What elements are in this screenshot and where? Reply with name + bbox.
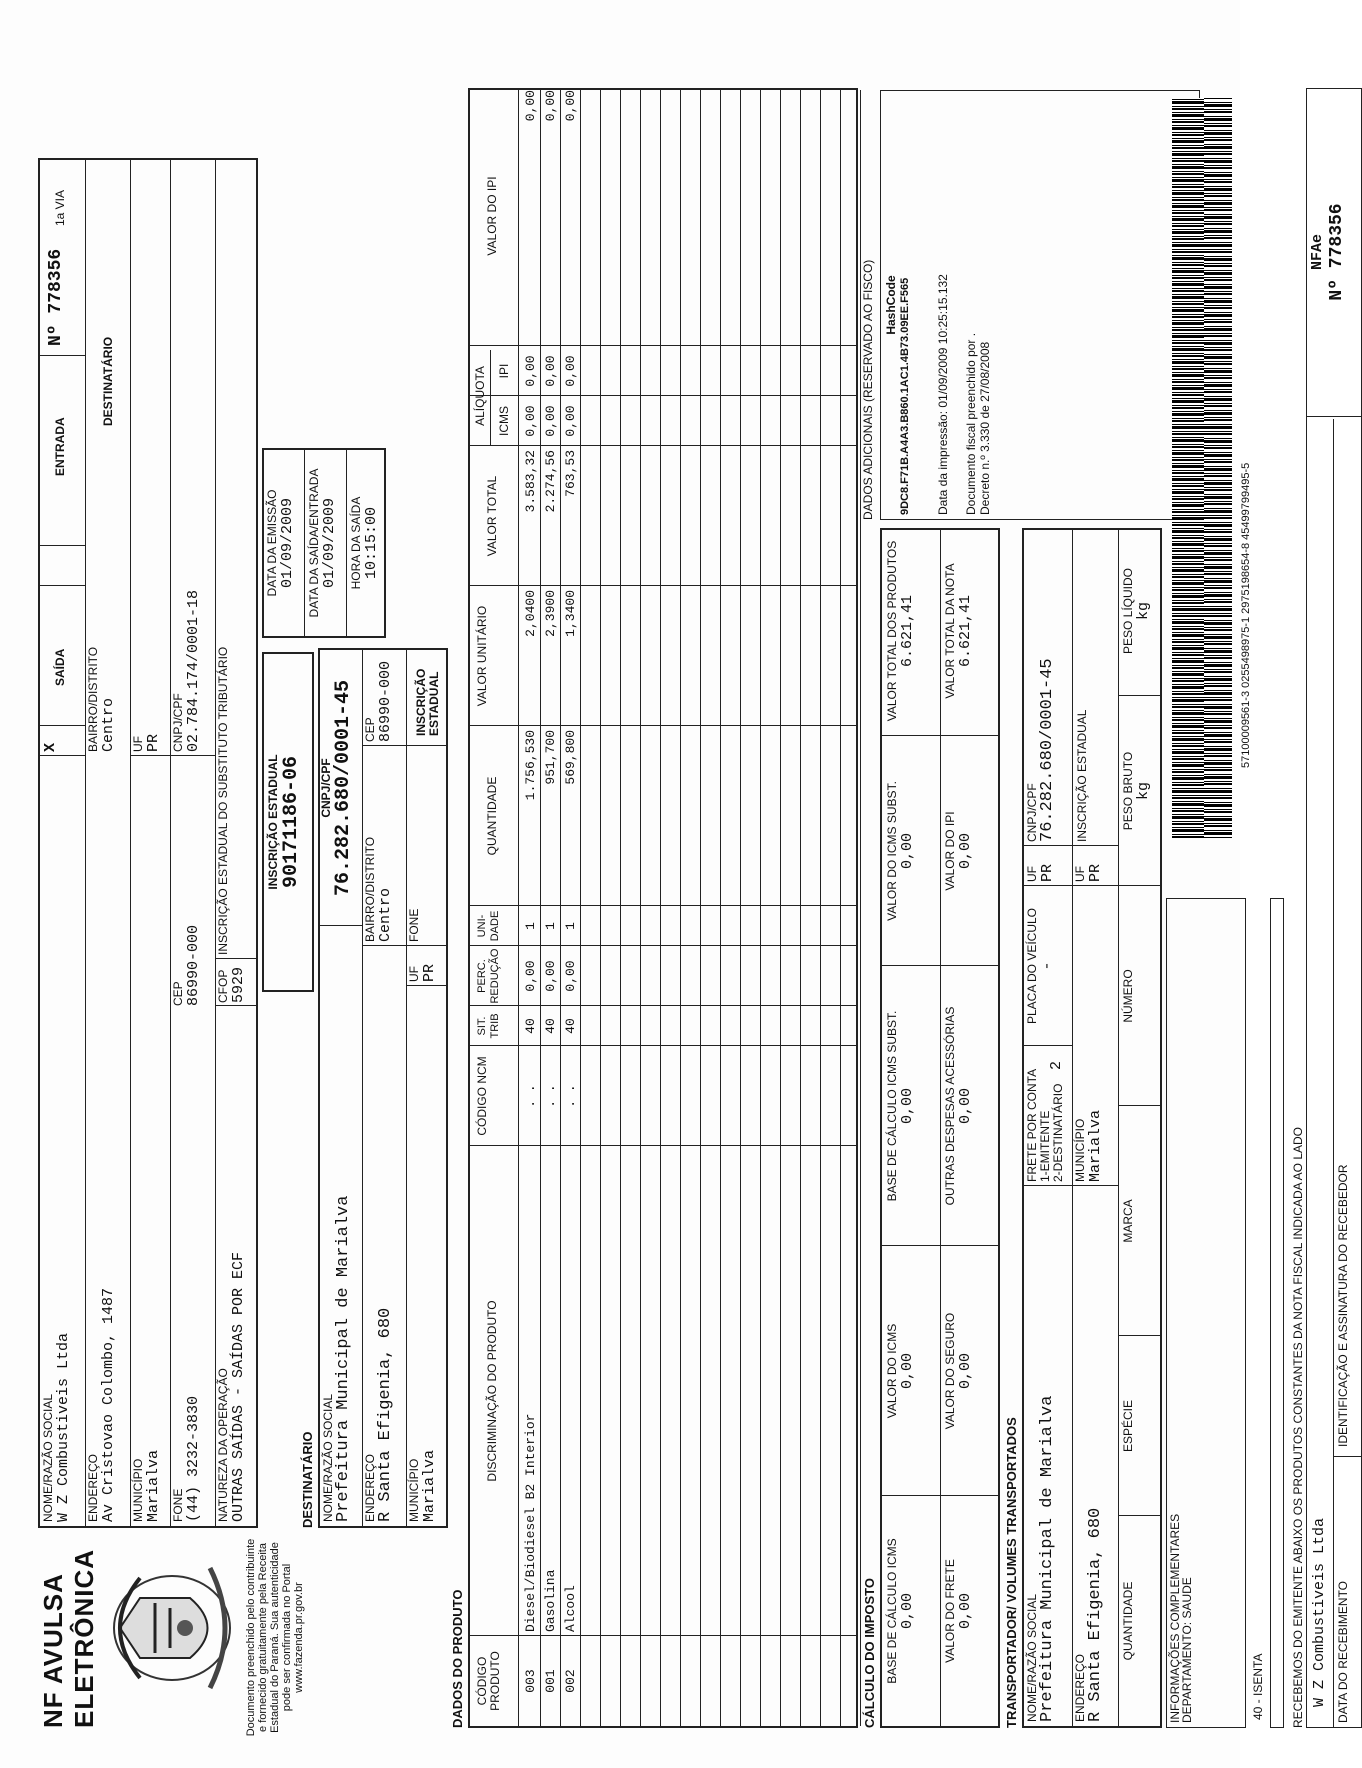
product-cell-perc: 0,00 xyxy=(563,960,578,992)
col-ipi: IPI xyxy=(497,363,511,379)
recipient-section-title: DESTINATÁRIO xyxy=(300,1431,315,1528)
base-icms: 0,00 xyxy=(899,1593,916,1630)
col-perc: PERC. REDUÇÃO xyxy=(476,948,501,1004)
product-cell-unit: 1 xyxy=(543,922,558,930)
document-title: NF AVULSA ELETRÔNICA xyxy=(38,1549,99,1728)
emitter-cep-label: CEP xyxy=(171,981,185,1006)
isenta-box xyxy=(1270,898,1284,1728)
product-row-empty xyxy=(820,90,841,1726)
emitter-district-label: BAIRRO/DISTRITO xyxy=(86,646,100,752)
product-row-empty xyxy=(800,90,821,1726)
product-row-empty xyxy=(780,90,801,1726)
emission-date: 01/09/2009 xyxy=(279,498,296,589)
transport-cnpj: 76.282.680/0001-45 xyxy=(1038,658,1057,842)
barcode-number: 57100009561-3 0255498975-1 2975198654-8 4549979949​5-5 xyxy=(1240,462,1252,768)
product-row xyxy=(520,90,541,1726)
additional-section-title: DADOS ADICIONAIS (RESERVADO AO FISCO) xyxy=(861,259,875,520)
product-cell-unit: 1 xyxy=(523,922,538,930)
icms-value: 0,00 xyxy=(899,1353,916,1390)
emitter-city: Marialva xyxy=(145,1449,162,1522)
freight-value: 0,00 xyxy=(957,1593,974,1630)
cfop-value: 5929 xyxy=(230,966,247,1003)
fiscal-doc-note: Documento fiscal preenchido por . xyxy=(964,332,978,515)
emitter-name-label: NOME/RAZÃO SOCIAL xyxy=(41,1393,55,1522)
st-label: INSCRIÇÃO ESTADUAL DO SUBSTITUTO TRIBUTÁRIO xyxy=(216,646,230,955)
col-aliquota: ALÍQUOTA xyxy=(473,366,487,426)
emitter-name: W Z Combustiveis Ltda xyxy=(55,1332,72,1522)
product-cell-icms: 0,00 xyxy=(523,405,538,437)
hash-code: 9DC8.F71B.A4A3.B860.1AC1.4B73.09EE.F565 xyxy=(899,277,911,515)
portal-note: Documento preenchido pelo contribuinte e fornecido gratuitamente pela Receita Estadual do Paraná. Sua autenticidade pode ser confirmada no Portal www.fazenda.pr.gov.br xyxy=(245,1538,305,1737)
emitter-district: Centro xyxy=(100,697,117,752)
col-ncm: CÓDIGO NCM xyxy=(475,1056,489,1136)
recipient-cnpj-box: CNPJ/CPF 76.282.680/0001-45 xyxy=(320,648,355,928)
receipt-company: W Z Combustiveis Ltda xyxy=(1311,1517,1328,1707)
product-row-empty xyxy=(640,90,661,1726)
col-unit: UNI-DADE xyxy=(476,910,501,942)
col-total: VALOR TOTAL xyxy=(485,475,499,557)
transport-uf2: PR xyxy=(1087,863,1104,882)
col-unit-value: VALOR UNITÁRIO xyxy=(475,605,489,707)
product-cell-ncm: . . xyxy=(543,1084,558,1108)
product-cell-perc: 0,00 xyxy=(523,960,538,992)
col-desc: DISCRIMINAÇÃO DO PRODUTO xyxy=(485,1300,499,1482)
emitter-block xyxy=(38,158,258,1528)
product-cell-ipi-value: 0,00 xyxy=(563,90,578,122)
emitter-city-label: MUNICÍPIO xyxy=(131,1458,145,1522)
recipient-name: Prefeitura Municipal de Marialva xyxy=(334,1195,353,1522)
transport-city: Marialva xyxy=(1087,1109,1104,1182)
transport-block: NOME/RAZÃO SOCIAL Prefeitura Municipal de Marialva FRETE POR CONTA 1-EMITENTE 2-DESTINATÁRIO 2 PLACA DO VEÍCULO - UF PR CNPJ/CPF 76.282.680/0001-45 ENDEREÇO R Santa Efigenia, 680 MUNICÍPIO Marialva UF PR INSCRIÇÃO ESTADUAL QUANTIDADE ESPÉCIE MARCA NÚMERO PESO BRUTO kg PESO LÍQUIDO kg xyxy=(1022,528,1162,1728)
product-cell-ipi: 0,00 xyxy=(543,355,558,387)
product-row xyxy=(560,90,581,1726)
products-table xyxy=(468,88,858,1728)
product-cell-total: 3.583,32 xyxy=(523,450,538,513)
recipient-block: NOME/RAZÃO SOCIAL Prefeitura Municipal de Marialva ENDEREÇO R Santa Efigenia, 680 BAIRRO/DISTRITO Centro CEP 86990-000 MUNICÍPIO Marialva UF PR FONE INSCRIÇÃO ESTADUAL xyxy=(318,648,448,1528)
base-icms-subst: 0,00 xyxy=(899,1088,916,1125)
recipient-district: Centro xyxy=(377,887,394,942)
receipt-block: W Z Combustiveis Ltda DATA DO RECEBIMENTO IDENTIFICAÇÃO E ASSINATURA DO RECEBEDOR NFAe Nº 778356 xyxy=(1306,88,1362,1728)
col-icms: ICMS xyxy=(497,406,511,436)
invoice-number: Nº 778356 xyxy=(46,248,66,346)
transport-uf: PR xyxy=(1039,863,1056,882)
recipient-cnpj: 76.282.680/0001-45 xyxy=(332,679,355,897)
col-code: CÓDIGO PRODUTO xyxy=(475,1651,502,1711)
product-row-empty xyxy=(700,90,721,1726)
invoice-barcode-lower xyxy=(1204,98,1232,838)
emitter-address-label: ENDEREÇO xyxy=(86,1453,100,1522)
invoice-barcode xyxy=(1172,98,1204,838)
isenta-note: 40 - ISENTA xyxy=(1251,1653,1265,1720)
emitter-cnpj-label: CNPJ/CPF xyxy=(171,693,185,752)
product-cell-ipi: 0,00 xyxy=(523,355,538,387)
product-cell-ipi-value: 0,00 xyxy=(523,90,538,122)
receipt-nfae: NFAe xyxy=(1309,234,1326,271)
via-label: 1a VIA xyxy=(53,189,67,226)
emitter-phone: (44) 3232-3830 xyxy=(185,1395,202,1522)
total-products: 6.621,41 xyxy=(899,595,916,668)
ipi-total: 0,00 xyxy=(957,833,974,870)
product-row-empty xyxy=(600,90,621,1726)
additional-block: HashCode 9DC8.F71B.A4A3.B860.1AC1.4B73.09EE.F565 Data da impressão: 01/09/2009 10:25:15.132 Documento fiscal preenchido por . Decreto n.º 3.330 de 27/08/2008 xyxy=(880,90,1200,520)
col-sit: SIT. TRIB xyxy=(476,1013,501,1039)
product-cell-code: 003 xyxy=(523,1669,538,1693)
transport-section-title: TRANSPORTADOR/ VOLUMES TRANSPORTADOS xyxy=(1004,1417,1019,1728)
exit-date: 01/09/2009 xyxy=(321,498,338,589)
tax-section-title: CÁLCULO DO IMPOSTO xyxy=(862,1578,877,1728)
emitter-ie: 90171186-06 xyxy=(280,755,303,889)
exit-label: SAÍDA xyxy=(53,648,67,686)
emitter-cep: 86990-000 xyxy=(185,924,202,1006)
exit-marker: X xyxy=(42,742,59,752)
total-note: 6.621,41 xyxy=(957,595,974,668)
product-cell-sit: 40 xyxy=(543,1018,558,1034)
product-cell-perc: 0,00 xyxy=(543,960,558,992)
product-row-empty xyxy=(840,90,861,1726)
product-row-empty xyxy=(760,90,781,1726)
product-cell-sit: 40 xyxy=(523,1018,538,1034)
product-row-empty xyxy=(620,90,641,1726)
exit-time: 10:15:00 xyxy=(363,507,380,580)
product-cell-code: 002 xyxy=(563,1669,578,1693)
state-coat-of-arms xyxy=(100,1558,240,1698)
freight-by: 2 xyxy=(1048,1060,1065,1070)
product-cell-unit-value: 2,3900 xyxy=(543,590,558,637)
product-cell-unit-value: 2,0400 xyxy=(523,590,538,637)
product-cell-code: 001 xyxy=(543,1669,558,1693)
product-cell-icms: 0,00 xyxy=(543,405,558,437)
recipient-via-label: DESTINATÁRIO xyxy=(101,336,115,426)
ie-box: INSCRIÇÃO ESTADUAL 90171186-06 xyxy=(262,652,314,992)
cfop-label: CFOP xyxy=(216,969,230,1003)
receipt-number: Nº 778356 xyxy=(1327,203,1347,301)
product-cell-unit-value: 1,3400 xyxy=(563,590,578,637)
emitter-uf-label: UF xyxy=(131,736,145,752)
product-cell-qty: 951,700 xyxy=(543,730,558,785)
complementary-info: INFORMAÇÕES COMPLEMENTARES DEPARTAMENTO: SAUDE xyxy=(1166,898,1246,1728)
product-row-empty xyxy=(660,90,681,1726)
emitter-address: Av Cristovao Colombo, 1487 xyxy=(100,1287,117,1522)
recipient-address: R Santa Efigenia, 680 xyxy=(376,1307,395,1522)
product-row-empty xyxy=(580,90,601,1726)
product-cell-ipi: 0,00 xyxy=(563,355,578,387)
product-cell-total: 763,53 xyxy=(563,450,578,497)
transport-name: Prefeitura Municipal de Marialva xyxy=(1038,1395,1057,1722)
product-cell-icms: 0,00 xyxy=(563,405,578,437)
other-expenses: 0,00 xyxy=(957,1088,974,1125)
product-cell-qty: 1.756,530 xyxy=(523,730,538,801)
operation-label: NATUREZA DA OPERAÇÃO xyxy=(216,1368,230,1522)
emitter-cnpj: 02.784.174/0001-18 xyxy=(185,589,202,752)
product-cell-qty: 569,800 xyxy=(563,730,578,785)
product-cell-desc: Alcool xyxy=(563,1585,578,1632)
print-date: Data da impressão: 01/09/2009 10:25:15.132 xyxy=(936,274,950,515)
product-cell-ncm: . . xyxy=(563,1084,578,1108)
decree-note: Decreto n.º 3.330 de 27/08/2008 xyxy=(978,341,992,515)
product-cell-unit: 1 xyxy=(563,922,578,930)
recipient-city: Marialva xyxy=(421,1449,438,1522)
icms-subst: 0,00 xyxy=(899,833,916,870)
receipt-statement: RECEBEMOS DO EMITENTE ABAIXO OS PRODUTOS CONSTANTES DA NOTA FISCAL INDICADA AO LADO xyxy=(1291,1126,1305,1728)
recipient-cep: 86990-000 xyxy=(377,660,394,742)
product-row-empty xyxy=(740,90,761,1726)
product-cell-ipi-value: 0,00 xyxy=(543,90,558,122)
operation-value: OUTRAS SAÍDAS - SAÍDAS POR ECF xyxy=(230,1251,247,1522)
tax-block: BASE DE CÁLCULO ICMS 0,00 VALOR DO ICMS 0,00 BASE DE CÁLCULO ICMS SUBST. 0,00 VALOR DO ICMS SUBST. 0,00 VALOR TOTAL DOS PRODUTOS 6.621,41 VALOR DO FRETE 0,00 VALOR DO SEGURO 0,00 OUTRAS DESPESAS ACESSÓRIAS 0,00 VALOR DO IPI 0,00 VALOR TOTAL DA NOTA 6.621,41 xyxy=(880,528,1000,1728)
col-ipi-value: VALOR DO IPI xyxy=(485,176,499,256)
products-section-title: DADOS DO PRODUTO xyxy=(450,1589,465,1728)
transport-address: R Santa Efigenia, 680 xyxy=(1086,1507,1105,1722)
product-cell-ncm: . . xyxy=(523,1084,538,1108)
product-row-empty xyxy=(680,90,701,1726)
col-qty: QUANTIDADE xyxy=(485,776,499,856)
emitter-uf: PR xyxy=(145,733,162,752)
entry-label: ENTRADA xyxy=(53,417,67,476)
product-row xyxy=(540,90,561,1726)
product-cell-total: 2.274,56 xyxy=(543,450,558,513)
insurance-value: 0,00 xyxy=(957,1353,974,1390)
dates-box: DATA DA EMISSÃO 01/09/2009 DATA DA SAÍDA/ENTRADA 01/09/2009 HORA DA SAÍDA 10:15:00 xyxy=(262,448,386,638)
recipient-uf: PR xyxy=(421,963,438,982)
emitter-phone-label: FONE xyxy=(171,1488,185,1522)
product-cell-desc: Diesel/Biodiesel B2 Interior xyxy=(523,1413,538,1632)
product-cell-desc: Gasolina xyxy=(543,1569,558,1632)
vehicle-plate: - xyxy=(1039,961,1056,971)
product-row-empty xyxy=(720,90,741,1726)
department: DEPARTAMENTO: SAUDE xyxy=(1180,1577,1194,1723)
product-cell-sit: 40 xyxy=(563,1018,578,1034)
